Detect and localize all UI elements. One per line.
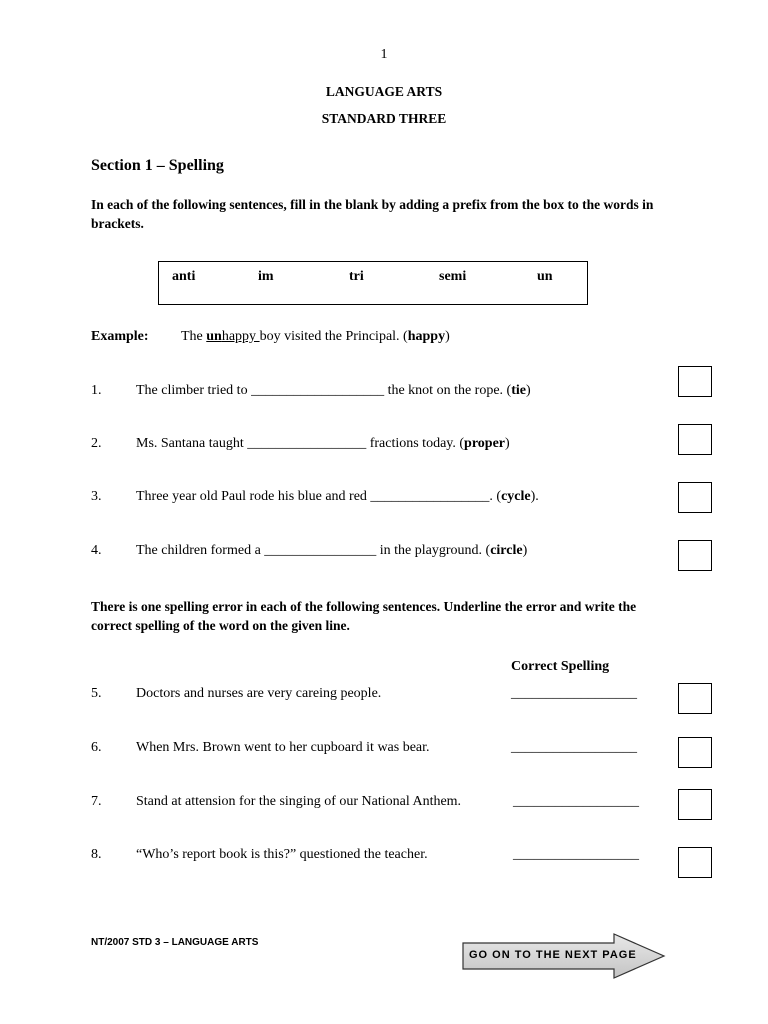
example-sentence	[181, 329, 450, 345]
mark-box[interactable]	[678, 540, 712, 571]
question-bracket-word: proper	[464, 436, 506, 451]
answer-line[interactable]: __________________	[511, 740, 637, 755]
question-text	[136, 383, 531, 399]
example-label: Example:	[91, 329, 149, 344]
page-subtitle: STANDARD THREE	[321, 111, 447, 126]
question-before: Three year old Paul rode his blue and red _________________. (	[136, 489, 502, 504]
example-post: boy visited the Principal. (	[259, 329, 408, 344]
next-page-label: GO ON TO THE NEXT PAGE	[469, 949, 637, 961]
mark-box[interactable]	[678, 847, 712, 878]
mark-box[interactable]	[678, 737, 712, 768]
page-number: 1	[380, 47, 388, 62]
question-number: 2.	[91, 436, 102, 451]
question-number: 8.	[91, 847, 102, 862]
question-text: Doctors and nurses are very careing people.	[136, 686, 382, 701]
mark-box[interactable]	[678, 366, 712, 397]
question-after: )	[525, 383, 531, 398]
prefix-item: semi	[439, 269, 467, 284]
question-bracket-word: tie	[511, 383, 526, 398]
question-before: The children formed a ________________ in the playground. (	[136, 543, 491, 558]
question-number: 4.	[91, 543, 102, 558]
question-text	[136, 436, 510, 452]
question-before: The climber tried to ___________________ the knot on the rope. (	[136, 383, 512, 398]
prefix-item: tri	[349, 269, 364, 284]
question-number: 6.	[91, 740, 102, 755]
prefix-item: un	[537, 269, 553, 284]
question-text: Stand at attension for the singing of our National Anthem.	[136, 794, 462, 809]
mark-box[interactable]	[678, 482, 712, 513]
question-bracket-word: circle	[490, 543, 523, 558]
answer-line[interactable]: __________________	[513, 794, 639, 809]
mark-box[interactable]	[678, 424, 712, 455]
question-number: 1.	[91, 383, 102, 398]
question-number: 3.	[91, 489, 102, 504]
question-text: When Mrs. Brown went to her cupboard it was bear.	[136, 740, 430, 755]
section-heading: Section 1 – Spelling	[91, 157, 224, 174]
page-title: LANGUAGE ARTS	[325, 84, 443, 99]
prefix-item: im	[258, 269, 274, 284]
example-prefix: un	[206, 329, 222, 344]
example-bracket-word: happy	[407, 329, 446, 344]
instruction-prefix: In each of the following sentences, fill in the blank by adding a prefix from the box to the words in brackets.	[91, 197, 654, 231]
correct-spelling-header: Correct Spelling	[511, 659, 610, 674]
example-pre: The	[181, 329, 207, 344]
question-before: Ms. Santana taught _________________ fractions today. (	[136, 436, 465, 451]
example-word: happy	[221, 329, 260, 344]
question-number: 7.	[91, 794, 102, 809]
question-bracket-word: cycle	[501, 489, 531, 504]
question-text: “Who’s report book is this?” questioned the teacher.	[136, 847, 428, 862]
prefix-box	[158, 261, 588, 305]
next-page-arrow[interactable]	[462, 933, 666, 979]
prefix-item: anti	[172, 269, 196, 284]
question-number: 5.	[91, 686, 102, 701]
instruction-spelling-error: There is one spelling error in each of the following sentences. Underline the error and write the correct spelling of the word on the given line.	[91, 599, 637, 633]
example-close: )	[445, 329, 450, 344]
question-after: )	[522, 543, 528, 558]
answer-line[interactable]: __________________	[513, 847, 639, 862]
mark-box[interactable]	[678, 789, 712, 820]
question-after: )	[505, 436, 510, 451]
question-after: ).	[530, 489, 539, 504]
footer-text: NT/2007 STD 3 – LANGUAGE ARTS	[91, 937, 259, 948]
mark-box[interactable]	[678, 683, 712, 714]
question-text	[136, 489, 539, 505]
question-text	[136, 543, 527, 559]
answer-line[interactable]: __________________	[511, 686, 637, 701]
